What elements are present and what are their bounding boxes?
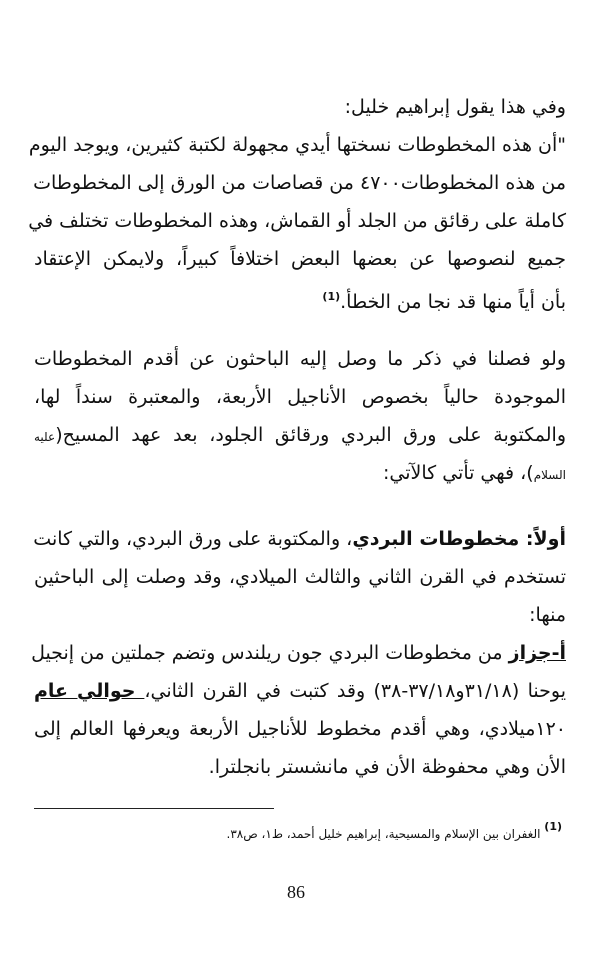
- honorific-small-text: عليه: [34, 430, 56, 444]
- text-line: [34, 454, 566, 492]
- text-line: [34, 672, 566, 710]
- footnote-text: الغفران بين الإسلام والمسيحية، إبراهيم خليل أحمد، ط١، ص٣٨.: [226, 827, 541, 841]
- text-line: الأن وهي محفوظة الأن في مانشستر بانجلترا.: [208, 756, 566, 778]
- text-line: كاملة على رقائق من الجلد أو القماش، وهذه المخطوطات تختلف في: [28, 210, 566, 232]
- page-number: 86: [287, 882, 305, 902]
- footnote: [226, 820, 562, 841]
- emphasized-text: حوالي عام: [34, 680, 145, 702]
- text-line: ١٢٠ميلادي، وهي أقدم مخطوط للأناجيل الأربعة ويعرفها العالم إلى: [34, 718, 566, 740]
- text-line: [34, 278, 566, 316]
- text-line: تستخدم في القرن الثاني والثالث الميلادي، وقد وصلت إلى الباحثين: [34, 566, 566, 588]
- footnote-reference: (1): [322, 290, 341, 303]
- text-segment: يوحنا (٣١/١٨و٣٧/١٨-٣٨) وقد كتبت في القرن الثاني،: [144, 680, 566, 702]
- section-heading: أولاً: مخطوطات البردي: [352, 528, 566, 550]
- text-line: [31, 634, 566, 672]
- honorific-small-text: السلام: [533, 468, 566, 482]
- text-segment: بأن أياً منها قد نجا من الخطأ.: [340, 291, 566, 313]
- text-line: من هذه المخطوطات٤٧٠٠ من قصاصات من الورق إلى المخطوطات: [33, 172, 566, 194]
- paragraph-intro: [34, 340, 566, 492]
- paragraph-quote: [28, 88, 566, 316]
- text-line: "أن هذه المخطوطات نسختها أيدي مجهولة لكتبة كثيرين، ويوجد اليوم: [28, 134, 566, 156]
- text-line: منها:: [529, 604, 566, 626]
- text-line: [34, 520, 566, 558]
- text-segment: )، فهي تأتي كالآتي:: [382, 462, 534, 484]
- text-line: جميع لنصوصها عن بعضها البعض اختلافاً كبيراً، ولايمكن الإعتقاد: [34, 248, 566, 270]
- text-segment: من مخطوطات البردي جون ريلندس وتضم جملتين من إنجيل: [31, 642, 509, 664]
- footnote-marker: (1): [544, 820, 562, 833]
- text-segment: ، والمكتوبة على ورق البردي، والتي كانت: [33, 528, 353, 550]
- text-line: ولو فصلنا في ذكر ما وصل إليه الباحثون عن أقدم المخطوطات: [34, 348, 566, 370]
- text-line: [34, 416, 566, 454]
- text-segment: والمكتوبة على ورق البردي ورقائق الجلود، بعد عهد المسيح(: [55, 424, 566, 446]
- text-line: وفي هذا يقول إبراهيم خليل:: [344, 96, 566, 118]
- item-label: أ-جزاز: [508, 642, 566, 664]
- footnote-divider: [34, 808, 274, 809]
- text-line: الموجودة حالياً بخصوص الأناجيل الأربعة، والمعتبرة سنداً لها،: [34, 386, 566, 408]
- paragraph-papyri: [31, 520, 566, 786]
